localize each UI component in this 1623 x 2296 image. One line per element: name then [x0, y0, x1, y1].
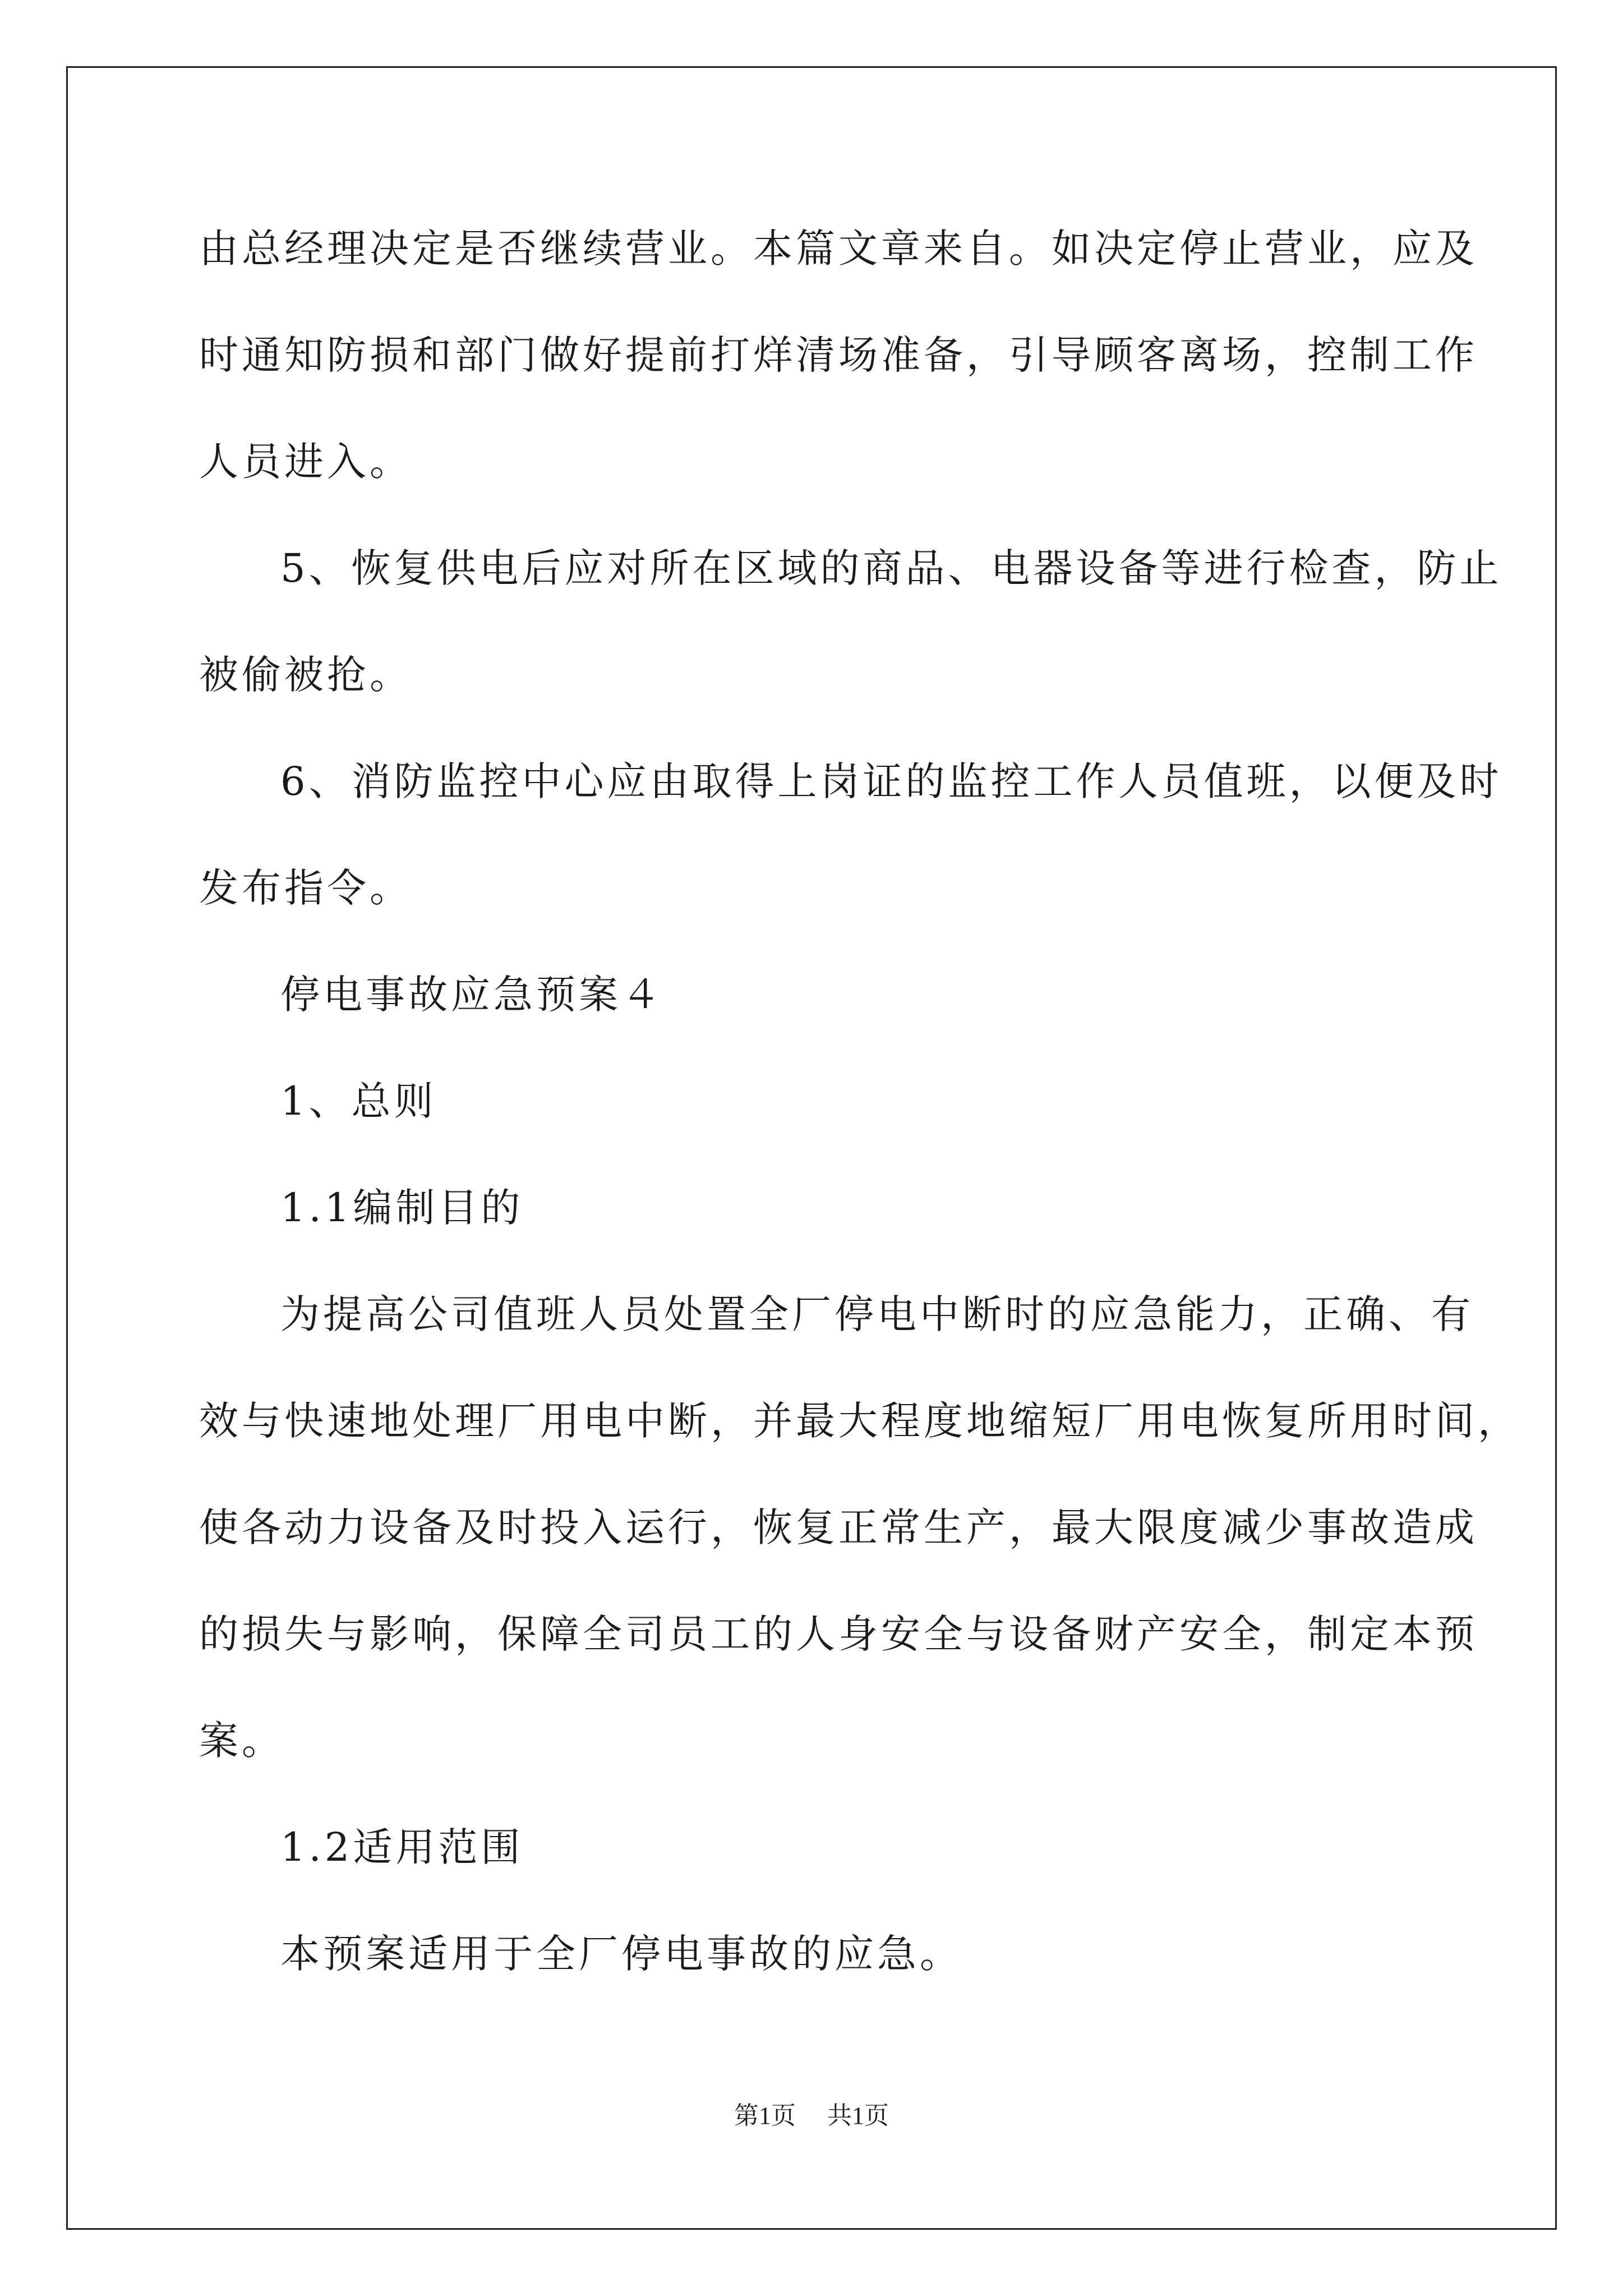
- section-heading: 1、总则: [280, 1078, 437, 1124]
- body-text-line: 使各动力设备及时投入运行，恢复正常生产，最大限度减少事故造成: [199, 1504, 1478, 1550]
- section-title: 停电事故应急预案４: [280, 972, 664, 1018]
- page-number: 第1页: [734, 2102, 796, 2129]
- body-text-line: 为提高公司值班人员处置全厂停电中断时的应急能力，正确、有: [280, 1291, 1474, 1337]
- list-item-line: 6、消防监控中心应由取得上岗证的监控工作人员值班，以便及时: [280, 758, 1502, 804]
- body-text-line: 本预案适用于全厂停电事故的应急。: [280, 1931, 962, 1977]
- body-text-line: 的损失与影响，保障全司员工的人身安全与设备财产安全，制定本预: [199, 1611, 1478, 1657]
- body-text-line: 由总经理决定是否继续营业。本篇文章来自。如决定停止营业，应及: [199, 226, 1478, 272]
- body-text-line: 案。: [199, 1718, 284, 1764]
- body-text-line: 发布指令。: [199, 865, 412, 911]
- page-total: 共1页: [827, 2102, 889, 2129]
- body-text-line: 效与快速地处理厂用电中断，并最大程度地缩短厂用电恢复所用时间，: [199, 1398, 1520, 1444]
- subsection-heading: 1.1编制目的: [280, 1185, 524, 1231]
- page-footer: [0, 2095, 1623, 2131]
- body-text-line: 时通知防损和部门做好提前打烊清场准备，引导顾客离场，控制工作: [199, 332, 1478, 378]
- body-text-line: 被偷被抢。: [199, 652, 412, 698]
- body-text-line: 人员进入。: [199, 439, 412, 485]
- subsection-heading: 1.2适用范围: [280, 1824, 524, 1870]
- list-item-line: 5、恢复供电后应对所在区域的商品、电器设备等进行检查，防止: [280, 545, 1502, 591]
- page-border: [66, 66, 1557, 2230]
